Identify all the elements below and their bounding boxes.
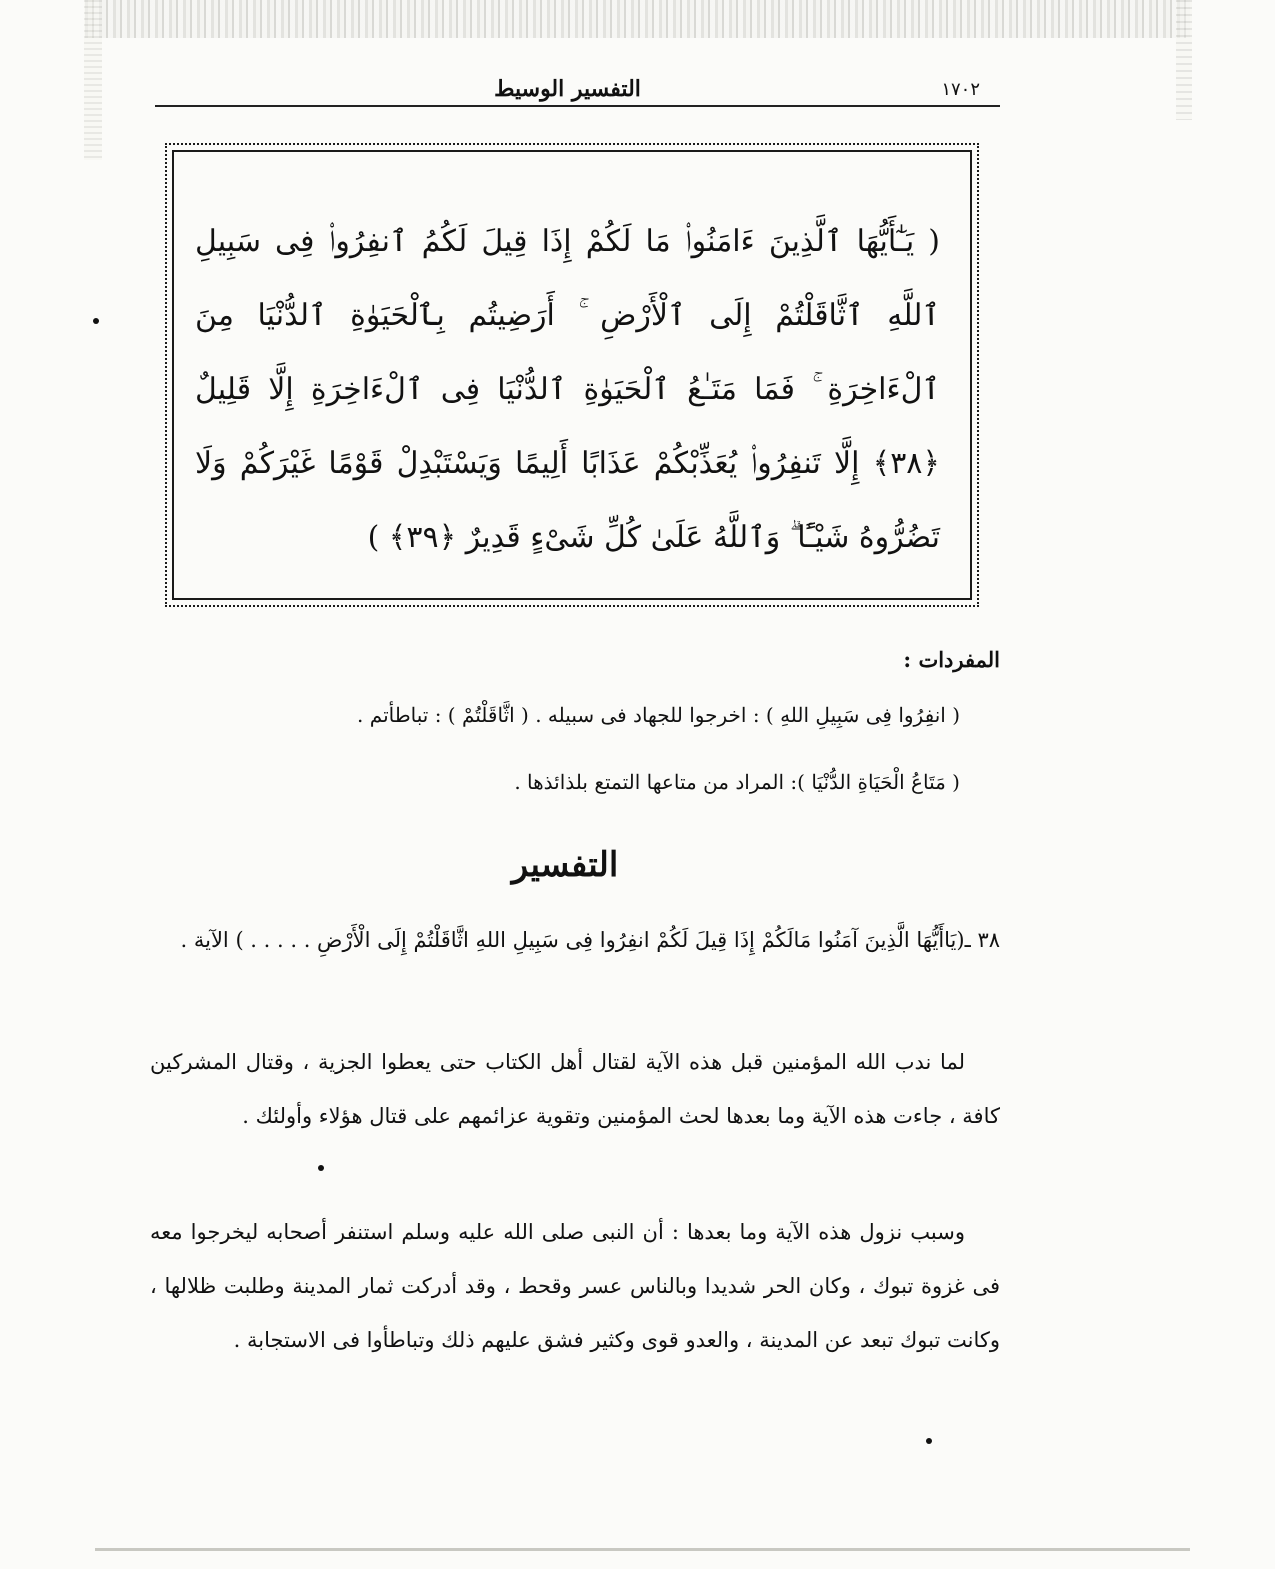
- page-number: ١٧٠٢: [941, 79, 980, 100]
- scan-speck: [93, 318, 99, 324]
- scan-noise-right: [1176, 0, 1192, 120]
- vocabulary-line: ( مَتَاعُ الْحَيَاةِ الدُّنْيَا ): المراد من متاعها التمتع بلذائذها .: [514, 770, 960, 794]
- quran-verse-text: ( يَـٰٓأَيُّهَا ٱلَّذِينَ ءَامَنُوا۟ مَا لَكُمْ إِذَا قِيلَ لَكُمُ ٱنفِرُوا۟ فِى سَبِيلِ ٱللَّهِ ٱثَّاقَلْتُمْ إِلَى ٱلْأَرْضِ ۚ أَرَضِيتُم بِٱلْحَيَوٰةِ ٱلدُّنْيَا مِنَ ٱلْءَاخِرَةِ ۚ فَمَا مَتَـٰعُ ٱلْحَيَوٰةِ ٱلدُّنْيَا فِى ٱلْءَاخِرَةِ إِلَّا قَلِيلٌ ﴿٣٨﴾ إِلَّا تَنفِرُوا۟ يُعَذِّبْكُمْ عَذَابًا أَلِيمًا وَيَسْتَبْدِلْ قَوْمًا غَيْرَكُمْ وَلَا تَضُرُّوهُ شَيْـًٔا ۗ وَٱللَّهُ عَلَىٰ كُلِّ شَىْءٍ قَدِيرٌ ﴿٣٩﴾ ): [195, 224, 940, 555]
- tafsir-paragraph: وسبب نزول هذه الآية وما بعدها : أن النبى صلى الله عليه وسلم استنفر أصحابه ليخرجوا معه فى غزوة تبوك ، وكان الحر شديدا وبالناس عسر وقحط ، وقد أدركت ثمار المدينة وطلبت ظلالها ، وكانت تبوك تبعد عن المدينة ، والعدو قوى وكثير فشق عليهم ذلك وتباطأوا فى الاستجابة .: [150, 1220, 1000, 1352]
- vocabulary-heading: المفردات :: [903, 647, 1000, 672]
- header-rule: [155, 105, 1000, 107]
- scan-edge-bottom: [95, 1548, 1190, 1551]
- scan-noise-left: [84, 0, 102, 160]
- tafsir-section-title: التفسير: [511, 845, 619, 885]
- tafsir-verse-reference: ٣٨ ـ(يَاأَيُّهَا الَّذِينَ آمَنُوا مَالَكُمْ إِذَا قِيلَ لَكُمْ انفِرُوا فِى سَبِيلِ اللهِ اثَّاقَلْتُمْ إِلَى الْأَرْضِ . . . . . ) الآية .: [180, 928, 1000, 952]
- vocabulary-line: ( انفِرُوا فِى سَبِيلِ اللهِ ) : اخرجوا للجهاد فى سبيله . ( اثَّاقَلْتُمْ ) : تباطأتم .: [357, 703, 960, 727]
- tafsir-paragraph: لما ندب الله المؤمنين قبل هذه الآية لقتال أهل الكتاب حتى يعطوا الجزية ، وقتال المشركين كافة ، جاءت هذه الآية وما بعدها لحث المؤمنين وتقوية عزائمهم على قتال هؤلاء وأولئك .: [150, 1050, 1000, 1128]
- scan-speck: [926, 1438, 932, 1444]
- running-header-title: التفسير الوسيط: [494, 76, 641, 102]
- scan-speck: [318, 1165, 324, 1171]
- scan-noise-top: [85, 0, 1190, 38]
